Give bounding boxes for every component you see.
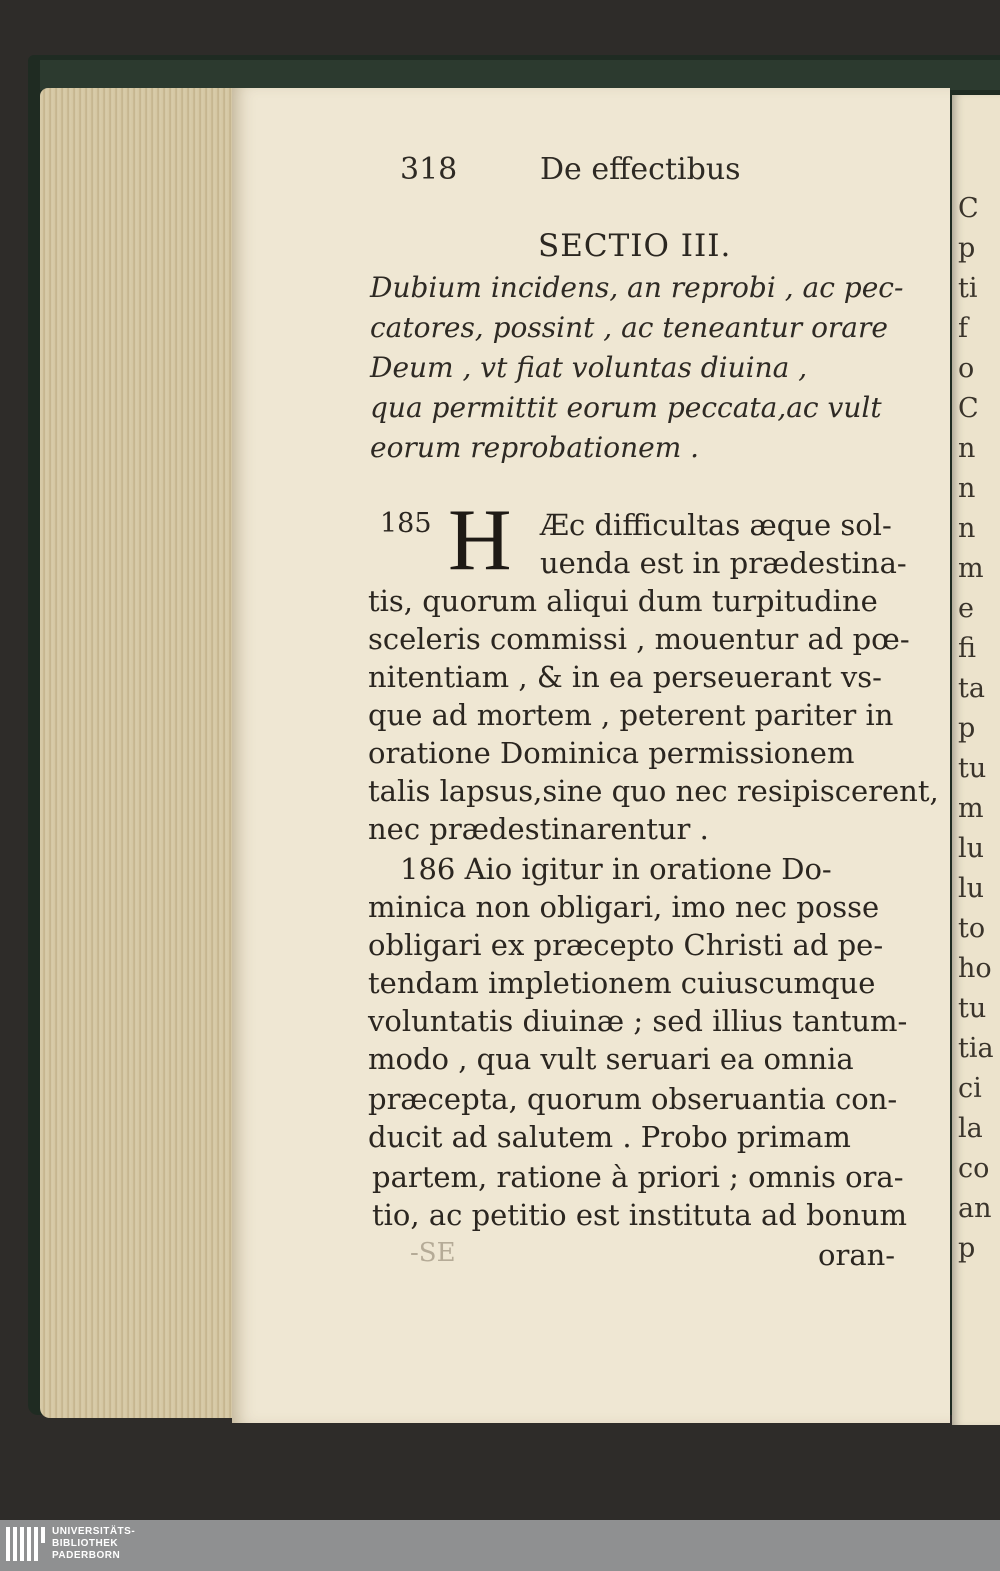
- text-line: obligari ex præcepto Christi ad pe-: [368, 928, 884, 962]
- next-page-fragment: ti: [958, 273, 978, 304]
- text-line: partem, ratione à priori ; omnis ora-: [372, 1160, 904, 1194]
- text-line: sceleris commissi , mouentur ad pœ-: [368, 622, 910, 656]
- text-line: præcepta, quorum obseruantia con-: [368, 1082, 898, 1116]
- text-line: talis lapsus,sine quo nec resipiscerent,: [368, 774, 939, 808]
- next-page-fragment: an: [958, 1193, 992, 1224]
- text-line: tendam impletionem cuiuscumque: [368, 966, 876, 1000]
- next-page-edge: [952, 95, 1000, 1425]
- book-cover-top: [40, 60, 1000, 90]
- text-line: oratione Dominica permissionem: [368, 736, 855, 770]
- paragraph-number-185: 185: [380, 508, 432, 539]
- next-page-fragment: C: [958, 393, 979, 424]
- text-line: tis, quorum aliqui dum turpitudine: [368, 584, 878, 618]
- next-page-fragment: p: [958, 233, 976, 264]
- next-page-fragment: tia: [958, 1033, 994, 1064]
- library-name-line: UNIVERSITÄTS-: [52, 1526, 136, 1537]
- next-page-fragment: fi: [958, 633, 977, 664]
- running-head-title: De effectibus: [540, 152, 741, 187]
- library-name-line: PADERBORN: [52, 1550, 121, 1561]
- next-page-fragment: C: [958, 193, 979, 224]
- next-page-fragment: n: [958, 433, 976, 464]
- next-page-fragment: m: [958, 553, 984, 584]
- text-line: minica non obligari, imo nec posse: [368, 890, 880, 924]
- next-page-fragment: la: [958, 1113, 983, 1144]
- text-line: uenda est in prædestina-: [540, 546, 907, 580]
- catchword: oran-: [818, 1238, 896, 1272]
- next-page-fragment: f: [958, 313, 968, 344]
- library-footer-bar: [0, 1520, 1000, 1571]
- next-page-fragment: n: [958, 513, 976, 544]
- next-page-fragment: n: [958, 473, 976, 504]
- text-line: 186 Aio igitur in oratione Do-: [400, 852, 832, 886]
- page-number: 318: [400, 152, 458, 187]
- text-line: ducit ad salutem . Probo primam: [368, 1120, 851, 1154]
- next-page-fragment: lu: [958, 873, 985, 904]
- text-line: nitentiam , & in ea perseuerant vs-: [368, 660, 882, 694]
- dubium-line: qua permittit eorum peccata,ac vult: [370, 391, 882, 424]
- next-page-fragment: co: [958, 1153, 990, 1184]
- text-line: tio, ac petitio est instituta ad bonum: [372, 1198, 907, 1232]
- next-page-fragment: ta: [958, 673, 985, 704]
- dubium-line: Deum , vt fiat voluntas diuina ,: [370, 351, 808, 384]
- text-line: nec prædestinarentur .: [368, 812, 709, 846]
- text-line: modo , qua vult seruari ea omnia: [368, 1042, 854, 1076]
- text-line: voluntatis diuinæ ; sed illius tantum-: [368, 1004, 908, 1038]
- page-edges: [40, 88, 250, 1418]
- text-line: que ad mortem , peterent pariter in: [368, 698, 894, 732]
- next-page-fragment: m: [958, 793, 984, 824]
- library-name: [52, 1526, 135, 1562]
- library-name-line: BIBLIOTHEK: [52, 1538, 119, 1549]
- next-page-fragment: to: [958, 913, 986, 944]
- next-page-fragment: p: [958, 713, 976, 744]
- next-page-fragment: tu: [958, 993, 987, 1024]
- drop-cap: H: [448, 492, 512, 589]
- next-page-fragment: tu: [958, 753, 987, 784]
- next-page-fragment: e: [958, 593, 974, 624]
- next-page-fragment: p: [958, 1233, 976, 1264]
- dubium-line: catores, possint , ac teneantur orare: [370, 311, 888, 344]
- next-page-fragment: lu: [958, 833, 985, 864]
- next-page-fragment: ci: [958, 1073, 982, 1104]
- dubium-line: Dubium incidens, an reprobi , ac pec-: [370, 271, 904, 304]
- dubium-heading: [370, 268, 930, 468]
- text-line: Æc difficultas æque sol-: [540, 508, 892, 542]
- next-page-fragment: o: [958, 353, 975, 384]
- signature-mark: -SE: [410, 1238, 456, 1268]
- section-title: SECTIO III.: [538, 228, 732, 264]
- next-page-fragment: ho: [958, 953, 992, 984]
- library-logo-icon: [6, 1523, 46, 1567]
- dubium-line: eorum reprobationem .: [370, 431, 700, 464]
